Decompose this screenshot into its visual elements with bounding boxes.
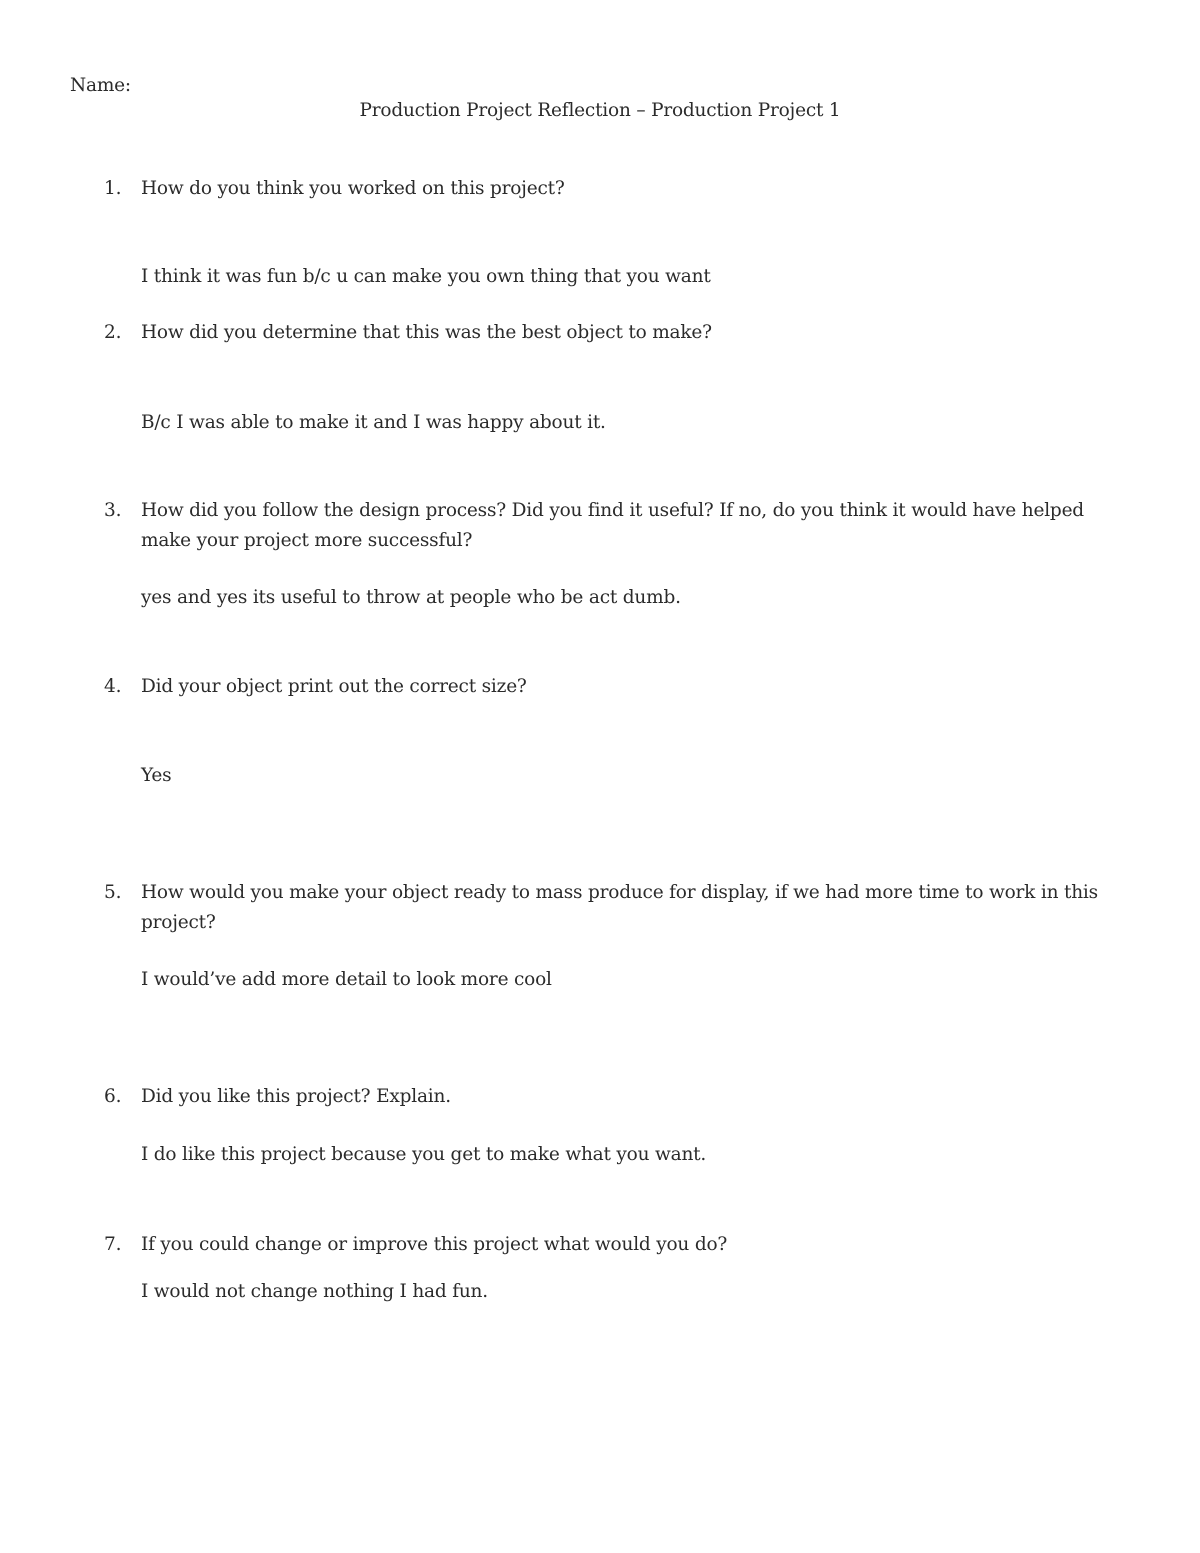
question-number: 5. — [104, 882, 122, 903]
question-text: How did you follow the design process? Did you find it useful? If no, do you think it would have helped make your project more successful? — [141, 500, 1084, 551]
answer-text: I think it was fun b/c u can make you own thing that you want — [141, 266, 711, 287]
answer-text: yes and yes its useful to throw at people who be act dumb. — [141, 587, 681, 608]
question-number: 4. — [104, 676, 122, 697]
answer-text: B/c I was able to make it and I was happy about it. — [141, 412, 606, 433]
question-number: 3. — [104, 500, 122, 521]
question-number: 6. — [104, 1086, 122, 1107]
name-label: Name: — [70, 75, 131, 96]
question-text: Did your object print out the correct size? — [141, 676, 527, 697]
answer-text: I do like this project because you get to make what you want. — [141, 1144, 707, 1165]
answer-text: Yes — [141, 765, 172, 786]
question-number: 1. — [104, 178, 122, 199]
answer-text: I would not change nothing I had fun. — [141, 1281, 488, 1302]
question-text: How do you think you worked on this project? — [141, 178, 565, 199]
answer-text: I would’ve add more detail to look more cool — [141, 969, 552, 990]
question-text: If you could change or improve this project what would you do? — [141, 1234, 728, 1255]
question-text: How did you determine that this was the best object to make? — [141, 322, 712, 343]
question-number: 7. — [104, 1234, 122, 1255]
question-text: Did you like this project? Explain. — [141, 1086, 451, 1107]
page-title: Production Project Reflection – Production Project 1 — [359, 100, 841, 121]
question-number: 2. — [104, 322, 122, 343]
question-text: How would you make your object ready to mass produce for display, if we had more time to work in this project? — [141, 882, 1098, 933]
